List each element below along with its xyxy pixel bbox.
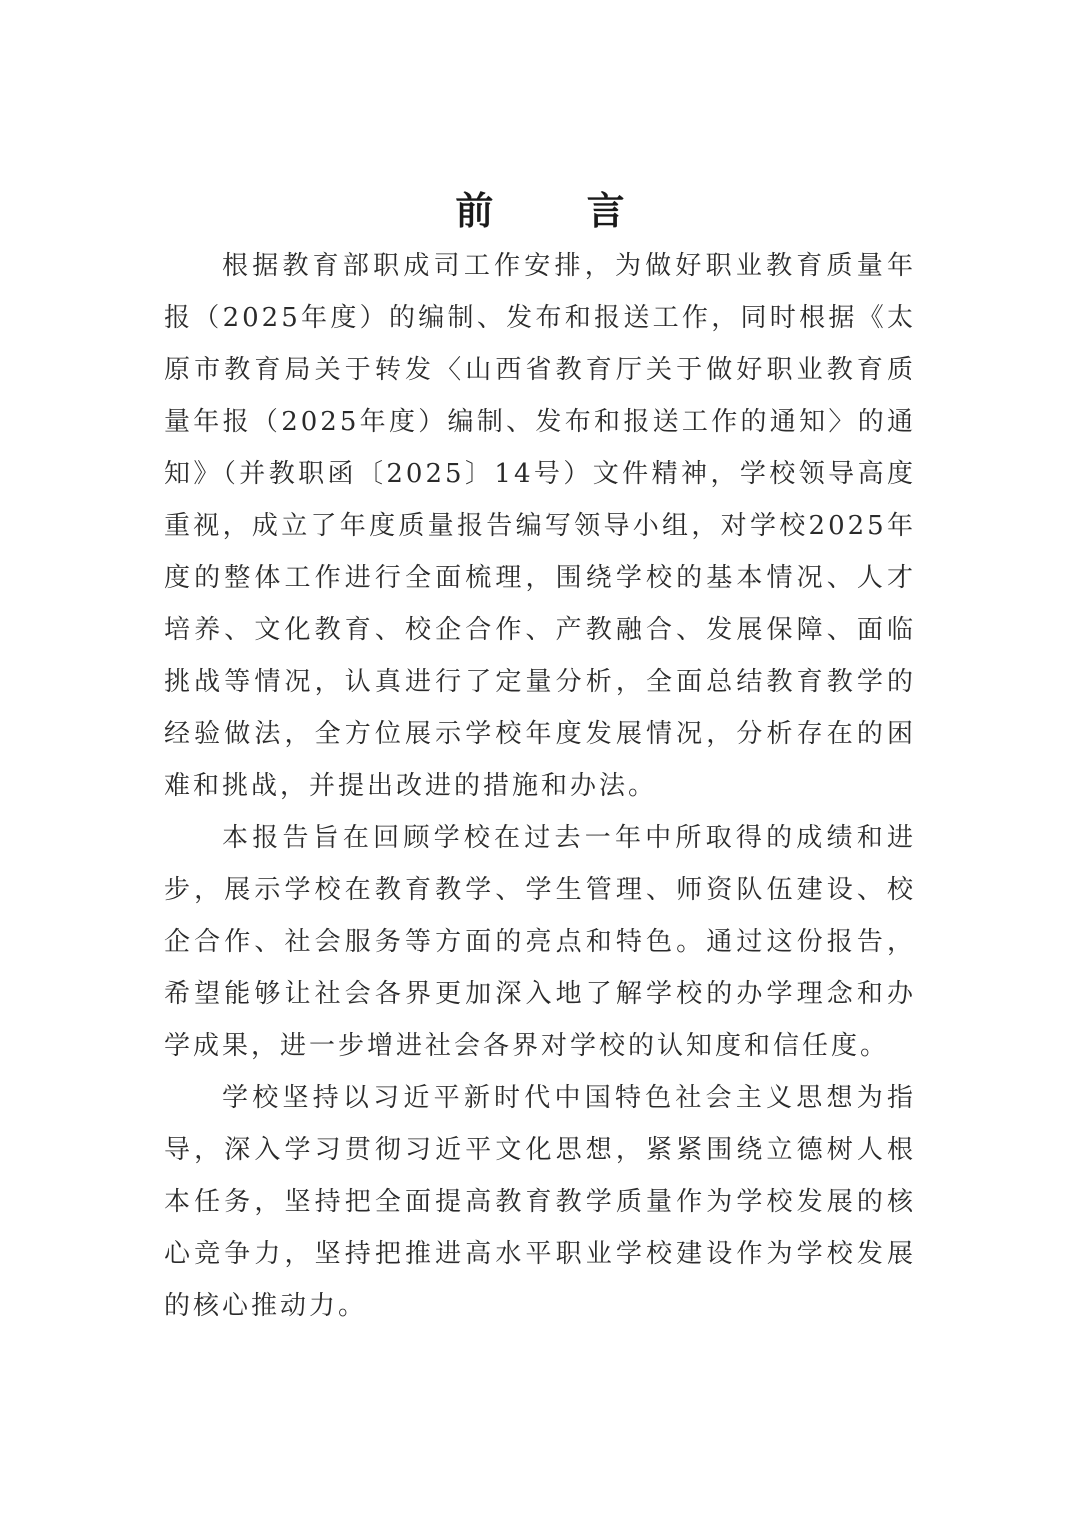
page-title: 前 言: [455, 188, 665, 234]
paragraph-1: 根据教育部职成司工作安排，为做好职业教育质量年报（2025年度）的编制、发布和报送工作，同时根据《太原市教育局关于转发〈山西省教育厅关于做好职业教育质量年报（2025年度）编制、发布和报送工作的通知〉的通知》（并教职函〔2025〕14号）文件精神，学校领导高度重视，成立了年度质量报告编写领导小组，对学校2025年度的整体工作进行全面梳理，围绕学校的基本情况、人才培养、文化教育、校企合作、产教融合、发展保障、面临挑战等情况，认真进行了定量分析，全面总结教育教学的经验做法，全方位展示学校年度发展情况，分析存在的困难和挑战，并提出改进的措施和办法。: [164, 251, 916, 801]
paragraph-2: 本报告旨在回顾学校在过去一年中所取得的成绩和进步，展示学校在教育教学、学生管理、师资队伍建设、校企合作、社会服务等方面的亮点和特色。通过这份报告，希望能够让社会各界更加深入地了解学校的办学理念和办学成果，进一步增进社会各界对学校的认知度和信任度。: [164, 823, 916, 1061]
document-body: [164, 240, 916, 1332]
paragraph-3: 学校坚持以习近平新时代中国特色社会主义思想为指导，深入学习贯彻习近平文化思想，紧紧围绕立德树人根本任务，坚持把全面提高教育教学质量作为学校发展的核心竞争力，坚持把推进高水平职业学校建设作为学校发展的核心推动力。: [164, 1083, 916, 1321]
